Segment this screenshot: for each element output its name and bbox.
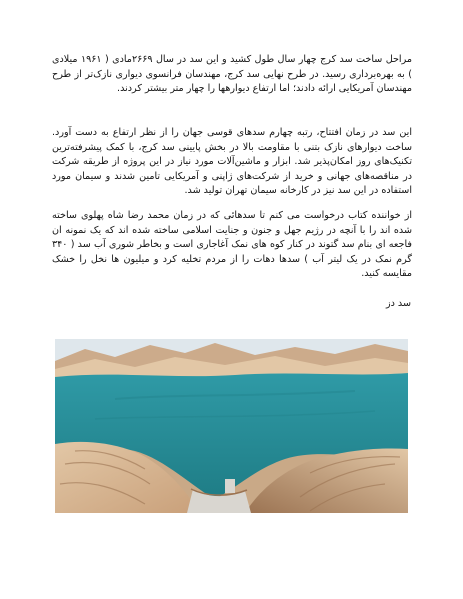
dam-photo-illustration [55,339,408,513]
paragraph-dam-ranking: این سد در زمان افتتاح، رتبه چهارم سدهای قوسی جهان را از نظر ارتفاع به دست آورد. ساخت دیوارهای نازک بتنی با مقاومت بالا در بخش پایینی سد کرج، با کمک پیشرفته‌ترین تکنیک‌های روز امکان‌پذیر شد. ابزار و ماشین‌آلات مورد نیاز در این پروژه از طریقه شرکت در مناقصه‌های جهانی و خرید از شرکت‌های ژاپنی و آمریکایی تامین شدند و سیمان مورد استفاده در این سد نیز در کارخانه سیمان تهران تولید شد. [52,127,412,197]
paragraph-construction-history: مراحل ساخت سد کرج چهار سال طول کشید و این سد در سال ۲۶۶۹مادی ( ۱۹۶۱ میلادی ) به بهره‌برداری رسید. در طرح نهایی سد کرج، مهندسان فرانسوی دیواری نازک‌تر از طرح مهندسان آمریکایی ارائه دادند؛ اما ارتفاع دیوارهها را چهار متر بیشتر کردند. [52,54,413,95]
paragraph-reader-request: از خواننده کتاب درخواست می کنم تا سدهائی که در زمان محمد رضا شاه پهلوی ساخته شده اند را با آنچه در رژیم جهل و جنون و جنایت اسلامی ساخته شده اند که یک نمونه ان فاجعه ای بنام سد گتوند در کنار کوه های نمک آغاجاری است و بخاطر شوری آب سد ( ۳۴۰ گرم نمک در یک لیتر آب ) سدها دهات را از مردم تخلیه کرد و میلیون ها نخل را خشک مقایسه کنید. [52,210,412,280]
dam-tower [225,479,235,493]
dam-photo [55,339,408,513]
photo-caption: سد دز [385,298,411,309]
